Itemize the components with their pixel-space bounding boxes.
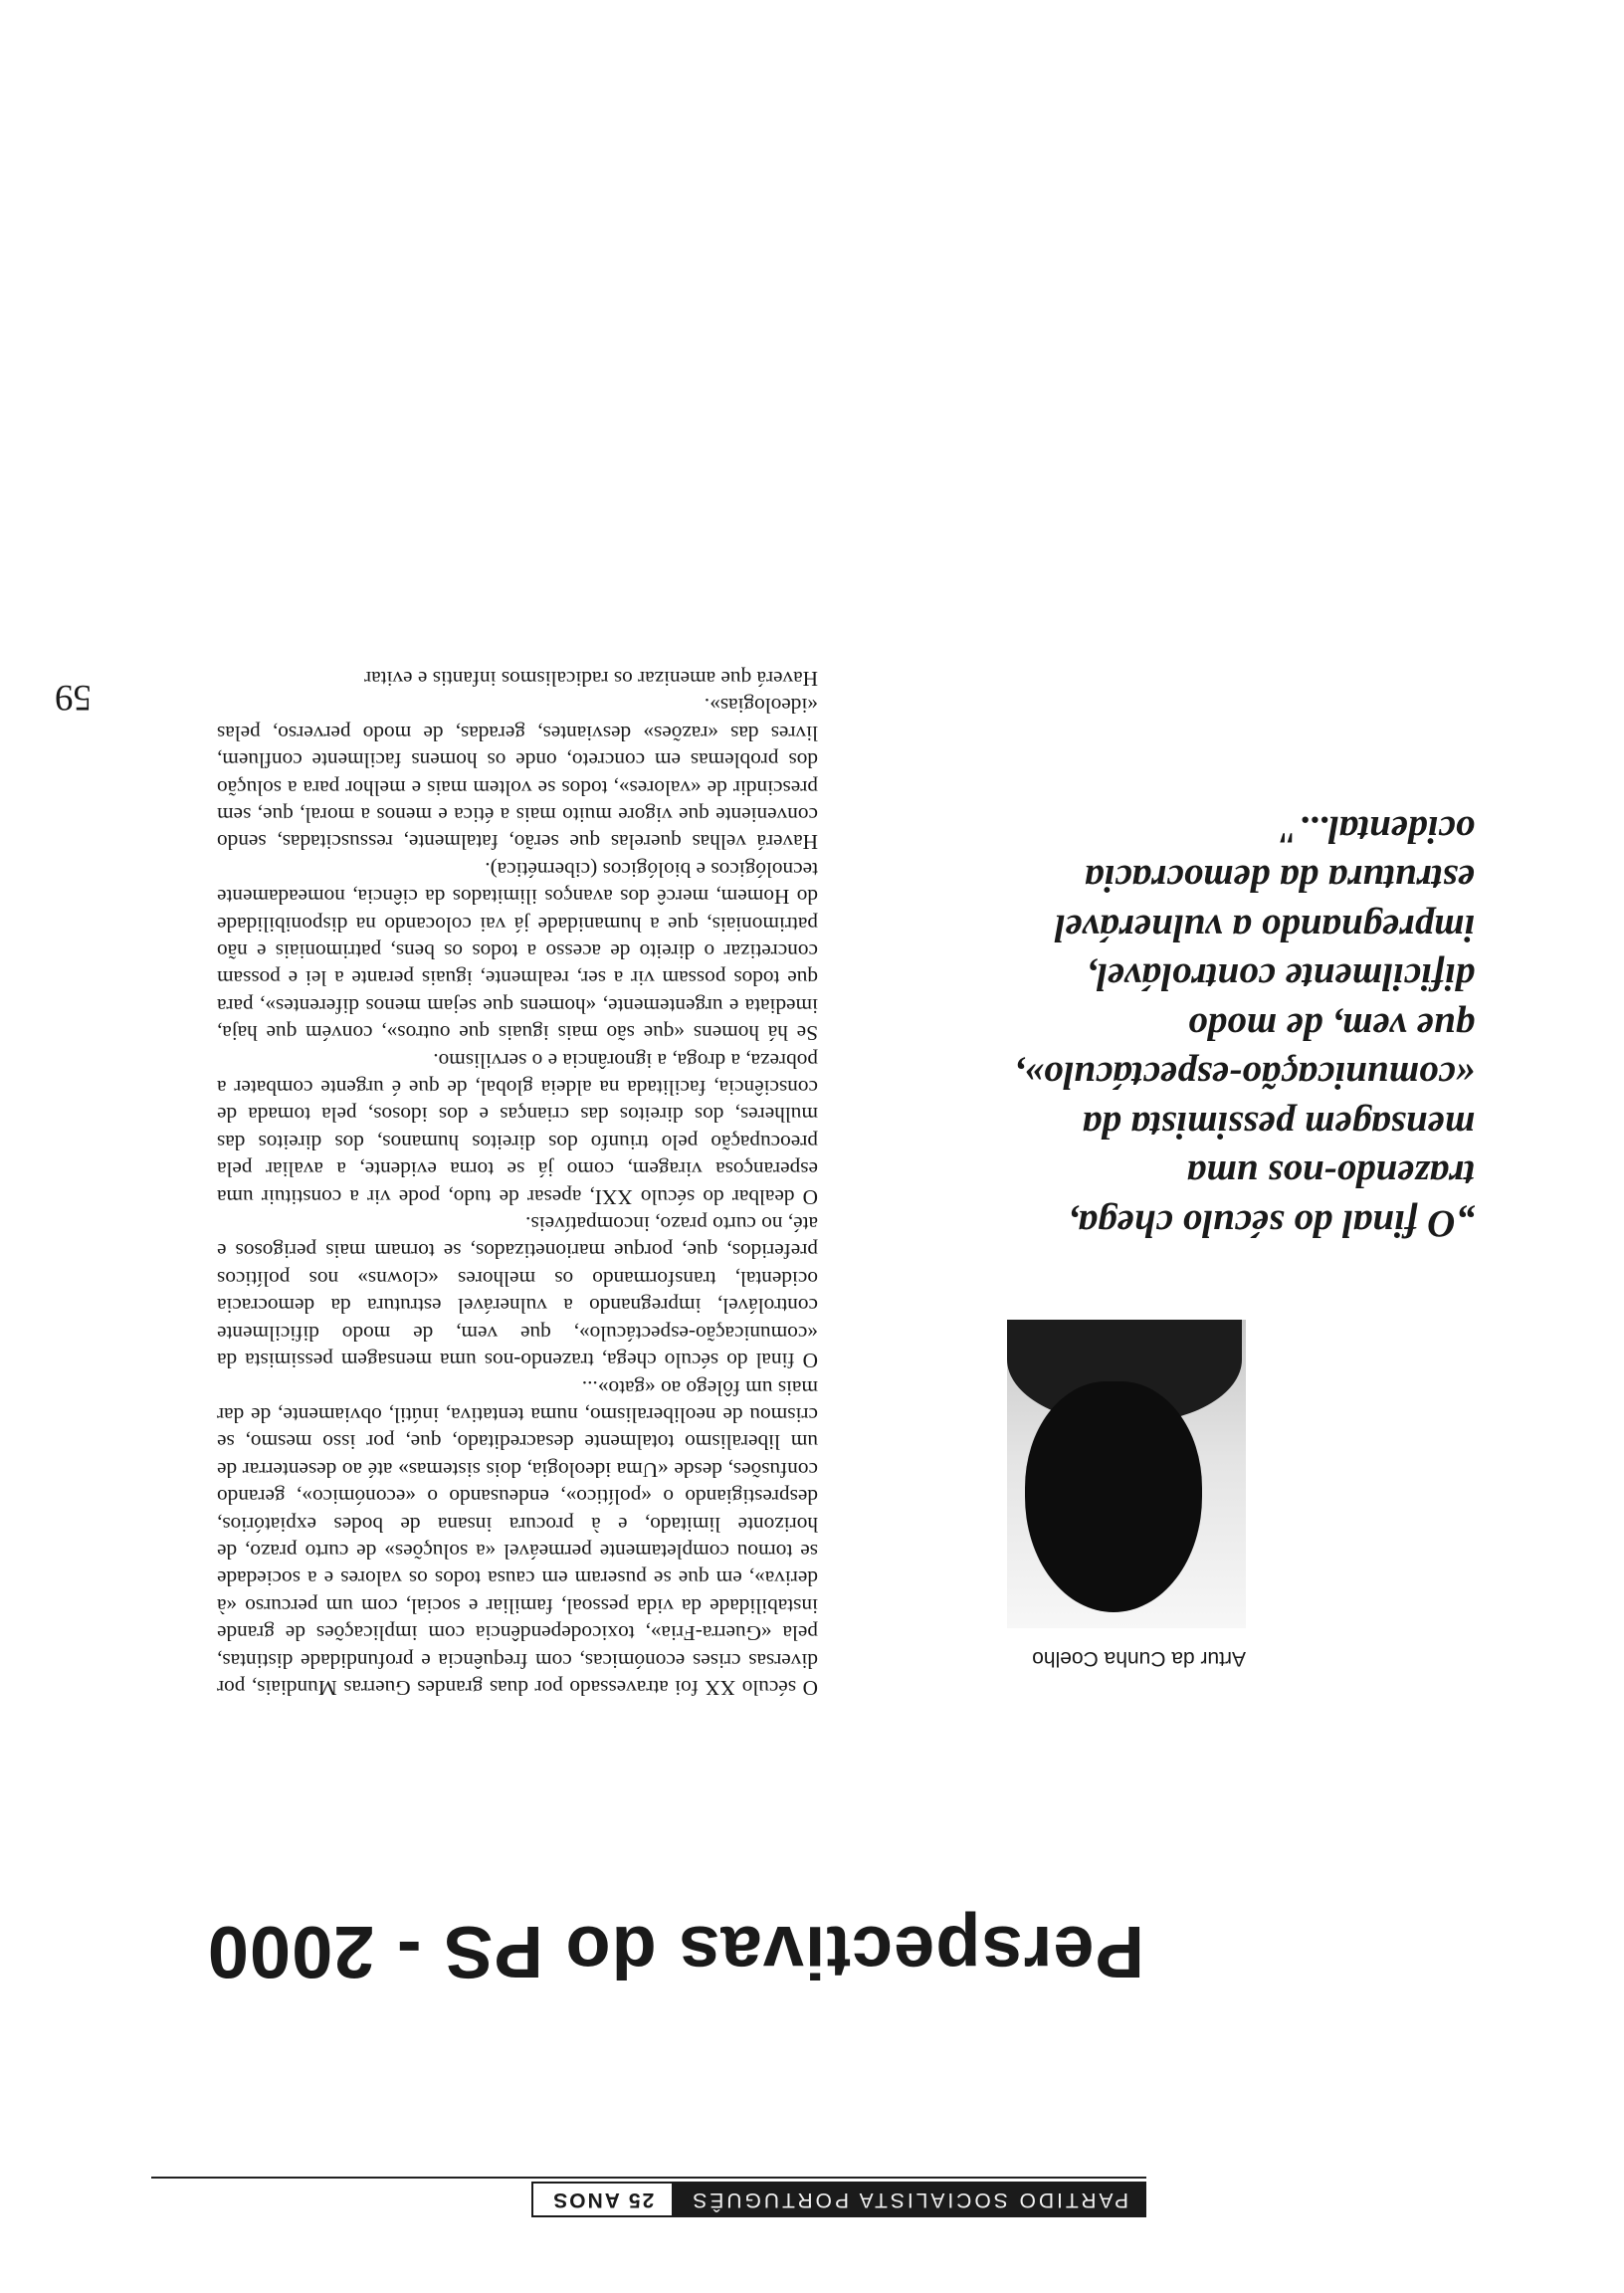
paragraph: O final do século chega, trazendo-nos uma mensagem pessimista da «comunicação-espectáculo», que vem, de modo dificilmente controlável, impregnando a vulnerável estrutura da democracia ocidental, transformando os melhores «clowns» nos políticos preferidos, que, porque marionetizados, se tornam mais perigosos e até, no curto prazo, incompatíveis. xyxy=(217,1212,818,1373)
photo-silhouette-head xyxy=(1025,1381,1202,1612)
page-number: 59 xyxy=(55,677,92,718)
pull-quote: „O final do século chega, trazendo-nos uma mensagem pessimista da «comunicação-espectáculo», que vem, de modo dificilmente controlável, impregnando a vulnerável estrutura da democracia ocidental..." xyxy=(1014,807,1475,1245)
article-title: Perspectivas do PS - 2000 xyxy=(206,1911,1144,1993)
page-header xyxy=(531,2182,1146,2217)
paragraph: O dealbar do século XXI, apesar de tudo, pode vir a constituir uma esperançosa viragem, como já se torna evidente, a avaliar pela preocupação pelo triunfo dos direitos humanos, dos direitos das mulheres, dos direitos das crianças e dos idosos, pela tomada de consciência, facilitada na aldeia global, de que é urgente combater a pobreza, a droga, a ignorância e o servilismo. xyxy=(217,1048,818,1209)
paragraph: Haverá velhas querelas que serão, fatalmente, ressuscitadas, sendo conveniente que vigore muito mais a ética e menos a moral, que, sem prescindir de «valores», todos se voltem mais e melhor para a solução dos problemas em concreto, onde os homens facilmente confluem, livres das «razões» desviantes, geradas, de modo perverso, pelas «ideologias». xyxy=(217,694,818,855)
author-photo xyxy=(1007,1320,1246,1628)
author-caption: Artur da Cunha Coelho xyxy=(1032,1647,1246,1670)
article-body xyxy=(217,665,818,1701)
paragraph: Se há homens «que são mais iguais que outros», convém que haja, imediata e urgentemente, «homens que sejam menos diferentes», para que todos possam vir a ser, realmente, iguais perante a lei e possam concretizar o direito de acesso a todos os bens, patrimoniais e não patrimoniais, que a humanidade já vai colocando na disponibilidade do Homem, mercê dos avanços ilimitados da ciência, nomeadamente tecnológicos e biológicos (cibernética). xyxy=(217,857,818,1046)
anniversary-badge: 25 ANOS xyxy=(531,2182,672,2217)
paragraph: O século XX foi atravessado por duas grandes Guerras Mundiais, por diversas crises económicas, com frequência e profundidade distintas, pela «Guerra-Fria», toxicodependência com implicações de grande instabilidade da vida pessoal, familiar e social, com um percurso «à deriva», em que se puseram em causa todos os valores e a sociedade se tornou completamente permeável «a soluções» de curto prazo, de horizonte limitado, e à procura insana de bodes expiatórios, desprestigiando o «político», endeusando o «económico», gerando confusões, desde «Uma ideologia, dois sistemas» até ao desenterrar de um liberalismo totalmente desacreditado, que, por isso mesmo, se crismou de neoliberalismo, numa tentativa, inútil, obviamente, de dar mais um fôlego ao «gato»... xyxy=(217,1375,818,1700)
party-banner: PARTIDO SOCIALISTA PORTUGUÊS xyxy=(672,2182,1146,2217)
header-rule xyxy=(151,2177,1146,2179)
paragraph: Haverá que amenizar os radicalismos infantis e evitar xyxy=(364,666,818,691)
